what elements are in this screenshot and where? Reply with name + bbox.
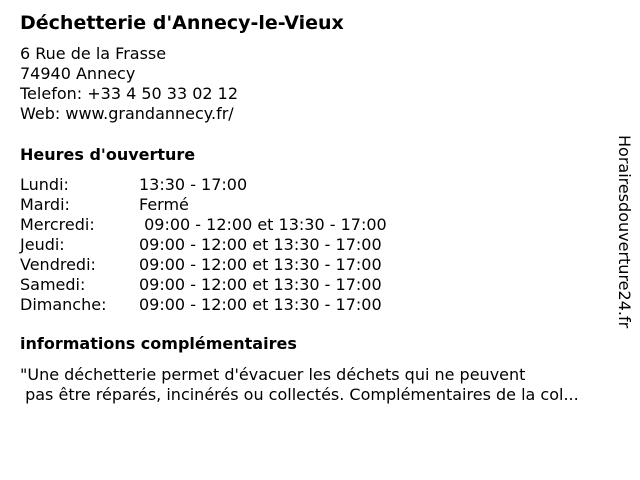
city-address: 74940 Annecy xyxy=(20,64,136,83)
phone-number: Telefon: +33 4 50 33 02 12 xyxy=(20,84,239,103)
street-address: 6 Rue de la Frasse xyxy=(20,44,167,63)
hours-value: 09:00 - 12:00 et 13:30 - 17:00 xyxy=(139,215,387,234)
description-line: pas être réparés, incinérés ou collectés. Complémentaires de la col... xyxy=(20,385,579,404)
additional-info-text xyxy=(20,365,632,405)
hours-value: Fermé xyxy=(139,195,189,214)
opening-hours-heading: Heures d'ouverture xyxy=(20,145,196,164)
day-label: Lundi: xyxy=(20,175,69,194)
day-label: Samedi: xyxy=(20,275,86,294)
day-label: Mercredi: xyxy=(20,215,95,234)
day-label: Mardi: xyxy=(20,195,70,214)
website-link[interactable]: Web: www.grandannecy.fr/ xyxy=(20,104,234,123)
hours-value: 13:30 - 17:00 xyxy=(139,175,248,194)
additional-info-heading: informations complémentaires xyxy=(20,334,297,353)
day-label: Jeudi: xyxy=(20,235,65,254)
hours-value: 09:00 - 12:00 et 13:30 - 17:00 xyxy=(139,275,382,294)
address-block xyxy=(20,44,238,124)
hours-value: 09:00 - 12:00 et 13:30 - 17:00 xyxy=(139,255,382,274)
hours-value: 09:00 - 12:00 et 13:30 - 17:00 xyxy=(139,295,382,314)
day-label: Vendredi: xyxy=(20,255,96,274)
description-line: "Une déchetterie permet d'évacuer les déchets qui ne peuvent xyxy=(20,365,526,384)
day-label: Dimanche: xyxy=(20,295,107,314)
site-watermark: Horairesdouverture24.fr xyxy=(615,135,634,329)
hours-value: 09:00 - 12:00 et 13:30 - 17:00 xyxy=(139,235,382,254)
page-title: Déchetterie d'Annecy-le-Vieux xyxy=(20,12,344,34)
